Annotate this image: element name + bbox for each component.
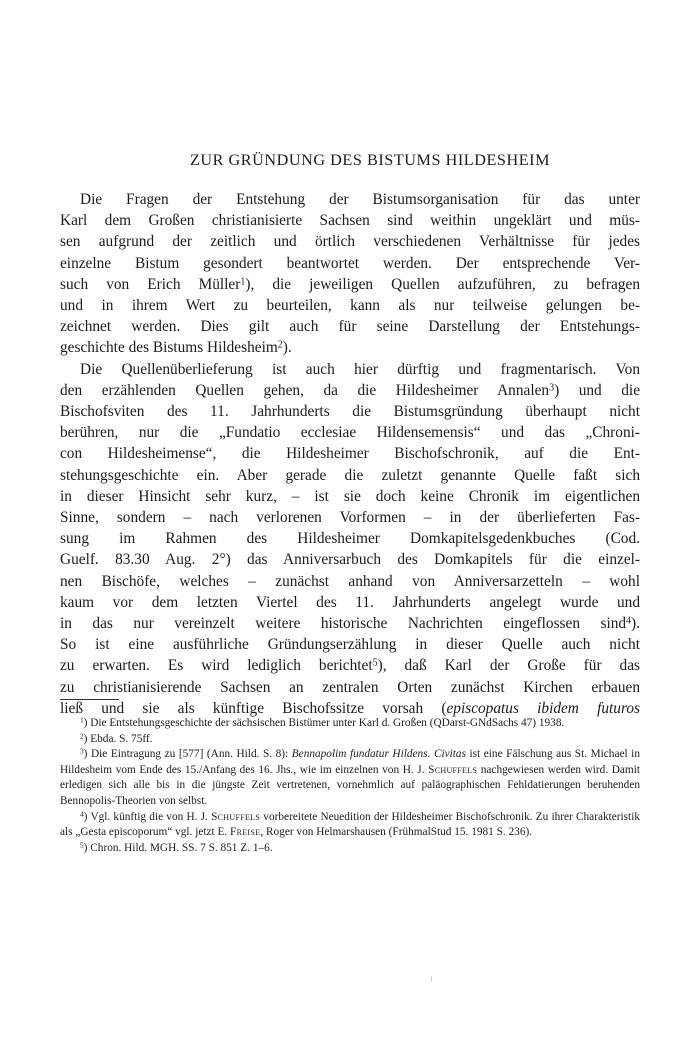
text-line [60,613,640,634]
footnote-text: , Roger von Helmarshausen (FrühmalStud 15. 1981 S. 236). [260,826,533,839]
footnote-1 [60,716,640,732]
text-segment: den erzählenden Quellen gehen, da die Hildesheimer Annalen [60,381,550,399]
text-segment: ), daß Karl der Große für das [377,657,640,675]
footnote-4 [60,810,640,841]
main-text [60,189,640,719]
text-line: So ist eine ausführliche Gründungserzählung in dieser Quelle auch nicht [60,636,640,654]
footnote-text: ) Vgl. künftig die von H. J. [83,810,212,823]
text-segment: ), die jeweiligen Quellen aufzuführen, zu befragen [245,275,641,293]
text-segment: geschichte des Bistums Hildesheim [60,339,278,357]
footnote-text: ) Ebda. S. 75ff. [83,732,153,745]
footnote-number: 5 [80,840,84,850]
author-name: Schuffels [211,810,261,823]
footnote-italic: Bennapolim fundatur Hildens. Civitas [291,748,466,761]
footnote-text: ) Die Entstehungsgeschichte der sächsischen Bistümer unter Karl d. Großen (QDarst-GNdSachs 47) 1938. [83,717,565,729]
text-line: zu christianisierende Sachsen an zentralen Orten zunächst Kirchen erbauen [60,678,640,696]
paragraph-1 [60,189,640,359]
footnote-mark: 1 [240,276,246,288]
footnote-text: vorbereitete Neuedition der Hildesheimer Bischofschronik. Zu ihrer Charakteristik als „Gesta episcoporum“ vgl. jetzt E. [60,810,640,839]
text-line: zeichnet werden. Dies gilt auch für seine Darstellung der Entstehungs- [60,318,640,336]
footnote-text: ist eine Fälschung aus St. Michael in Hildesheim vom Ende des 15./Anfang des 16. Jhs., wie im einzelnen von H. J. [60,748,640,776]
text-line: con Hildesheimense“, die Hildesheimer Bischofschronik, auf die Ent- [60,445,640,463]
text-line: Bischofsviten des 11. Jahrhunderts die Bistumsgründung überhaupt nicht [60,403,640,421]
author-name: Schuffels [428,763,478,776]
text-segment: in das nur vereinzelt weitere historische Nachrichten eingeflossen sind [60,615,627,633]
text-line [60,655,640,676]
footnote-2 [60,732,640,748]
footnote-mark: 2 [277,339,283,351]
text-line: Die Fragen der Entstehung der Bistumsorganisation für das unter [80,191,640,208]
scan-speck [431,976,432,982]
text-line: sung im Rahmen des Hildesheimer Domkapitelsgedenkbuches (Cod. [60,530,640,548]
text-line: Guelf. 83.30 Aug. 2°) das Anniversarbuch des Domkapitels für die einzel- [60,551,640,569]
footnote-number: 4 [80,809,84,819]
text-segment: ). [282,339,292,357]
text-line [60,337,640,358]
text-line: kaum vor dem letzten Viertel des 11. Jahrhunderts angelegt wurde und [60,593,640,611]
footnote-separator [60,699,119,700]
text-line: und in ihrem Wert zu beurteilen, kann als nur teilweise gelungen be- [60,297,640,315]
footnote-number: 2 [80,731,84,741]
footnote-text: ) Die Eintragung zu [577] (Ann. Hild. S. 8): [83,748,292,761]
paragraph-2 [60,359,640,719]
footnote-mark: 3 [549,382,555,394]
footnote-3 [60,747,640,809]
footnote-5 [60,841,640,857]
text-segment: ). [631,615,640,633]
text-line [60,380,640,401]
text-segment: such von Erich Müller [60,275,241,293]
text-line: nen Bischöfe, welches – zunächst anhand von Anniversarzetteln – wohl [60,572,640,590]
footnotes [60,716,640,856]
text-line: Die Quellenüberlieferung ist auch hier dürftig und fragmentarisch. Von [80,360,640,378]
text-line: Karl dem Großen christianisierte Sachsen sind weithin ungeklärt und müs- [60,212,640,230]
page-title: ZUR GRÜNDUNG DES BISTUMS HILDESHEIM [189,151,551,169]
text-segment: zu erwarten. Es wird lediglich berichtet [60,657,373,675]
footnote-number: 3 [80,746,84,756]
footnote-mark: 5 [372,657,378,669]
footnote-number: 1 [80,715,84,725]
footnote-text: ) Chron. Hild. MGH. SS. 7 S. 851 Z. 1–6. [83,841,273,854]
text-line: Sinne, sondern – nach verlorenen Vorformen – in der überlieferten Fas- [60,509,640,527]
text-segment: ließ und sie als künftige Bischofssitze vorsah ( [60,699,447,717]
author-name: Freise [230,826,261,839]
text-line: einzelne Bistum gesondert beantwortet werden. Der entsprechende Ver- [60,254,640,272]
text-segment: ) und die [554,381,641,399]
text-line: berühren, nur die „Fundatio ecclesiae Hildensemensis“ und das „Chroni- [60,424,640,442]
text-line: in dieser Hinsicht sehr kurz, – ist sie doch keine Chronik im eigentlichen [60,487,640,505]
italic-latin-phrase: episcopatus ibidem futuros [446,699,641,717]
text-line: stehungsgeschichte ein. Aber gerade die zuletzt genannte Quelle faßt sich [60,466,640,484]
text-line: sen aufgrund der zeitlich und örtlich verschiedenen Verhältnisse für jedes [60,233,640,251]
footnote-text: nachgewiesen werden wird. Damit erledigen sich alle bis in die jüngste Zeit vertretenen, vornehmlich auf paläographischen Fehldatierungen beruhenden Bennopolis-Theorien von selbst. [60,763,640,807]
footnote-mark: 4 [626,615,632,627]
text-line [60,274,640,295]
